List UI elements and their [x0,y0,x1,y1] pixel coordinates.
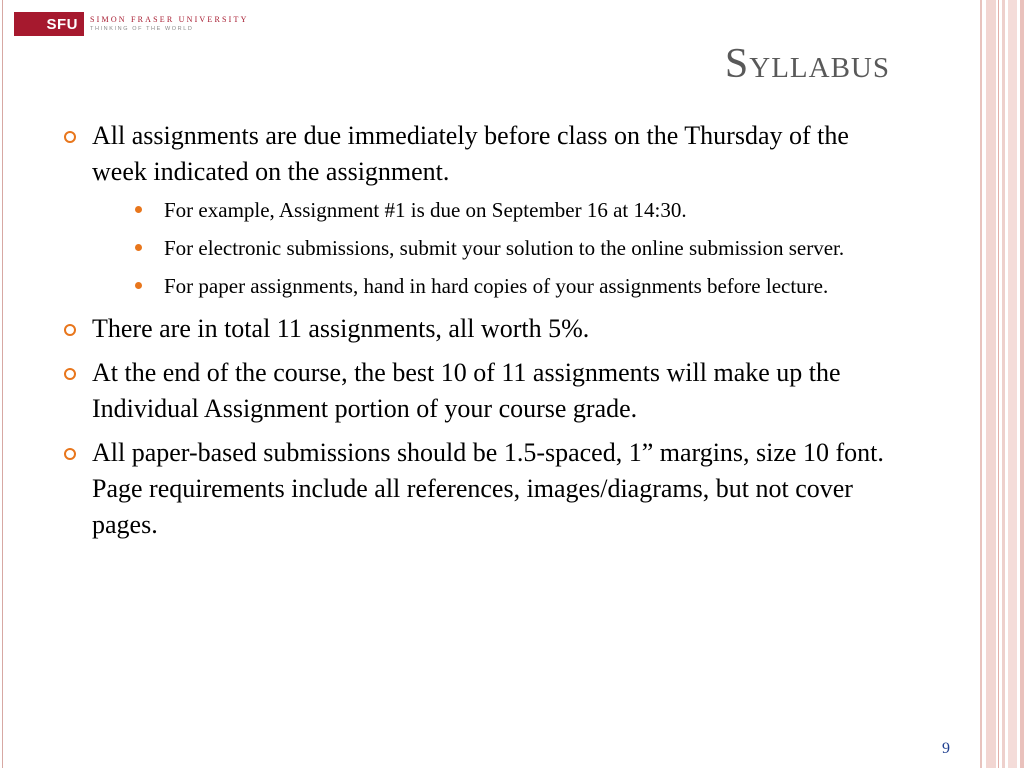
stripe [986,0,996,768]
stripe [998,0,999,768]
sub-bullet-text: For paper assignments, hand in hard copies of your assignments before lecture. [164,274,829,298]
bullet-text: All assignments are due immediately before class on the Thursday of the week indicated on the assignment. [92,121,849,186]
bullet-item [62,311,902,347]
hollow-circle-bullet-icon [64,368,76,380]
bullet-item [62,435,902,543]
bullet-text: All paper-based submissions should be 1.5-spaced, 1” margins, size 10 font. Page requirements include all references, images/diagrams, but not cover pages. [92,438,884,539]
logo-mark: SFU [14,12,84,36]
hollow-circle-bullet-icon [64,448,76,460]
left-border-rule [2,0,3,768]
filled-dot-bullet-icon [135,244,142,251]
hollow-circle-bullet-icon [64,131,76,143]
sub-bullet-item [92,194,902,227]
sub-bullet-item [92,270,902,303]
filled-dot-bullet-icon [135,206,142,213]
decorative-stripes [980,0,1024,768]
sub-bullet-text: For example, Assignment #1 is due on September 16 at 14:30. [164,198,687,222]
sub-bullet-item [92,232,902,265]
stripe [1008,0,1017,768]
bullet-text: There are in total 11 assignments, all worth 5%. [92,314,590,343]
slide-title: Syllabus [724,41,890,87]
sfu-logo [14,12,249,36]
bullet-item [62,118,902,303]
stripe [1020,0,1024,768]
bullet-list [62,118,902,551]
stripe [1002,0,1005,768]
sub-bullet-text: For electronic submissions, submit your solution to the online submission server. [164,236,845,260]
filled-dot-bullet-icon [135,282,142,289]
logo-university-name: SIMON FRASER UNIVERSITY [90,15,249,24]
sub-bullet-list [92,194,902,303]
bullet-item [62,355,902,427]
hollow-circle-bullet-icon [64,324,76,336]
logo-text [90,15,249,33]
page-number: 9 [942,740,950,757]
stripe [980,0,982,768]
bullet-text: At the end of the course, the best 10 of 11 assignments will make up the Individual Assignment portion of your course grade. [92,358,841,423]
logo-tagline: THINKING OF THE WORLD [90,26,194,32]
